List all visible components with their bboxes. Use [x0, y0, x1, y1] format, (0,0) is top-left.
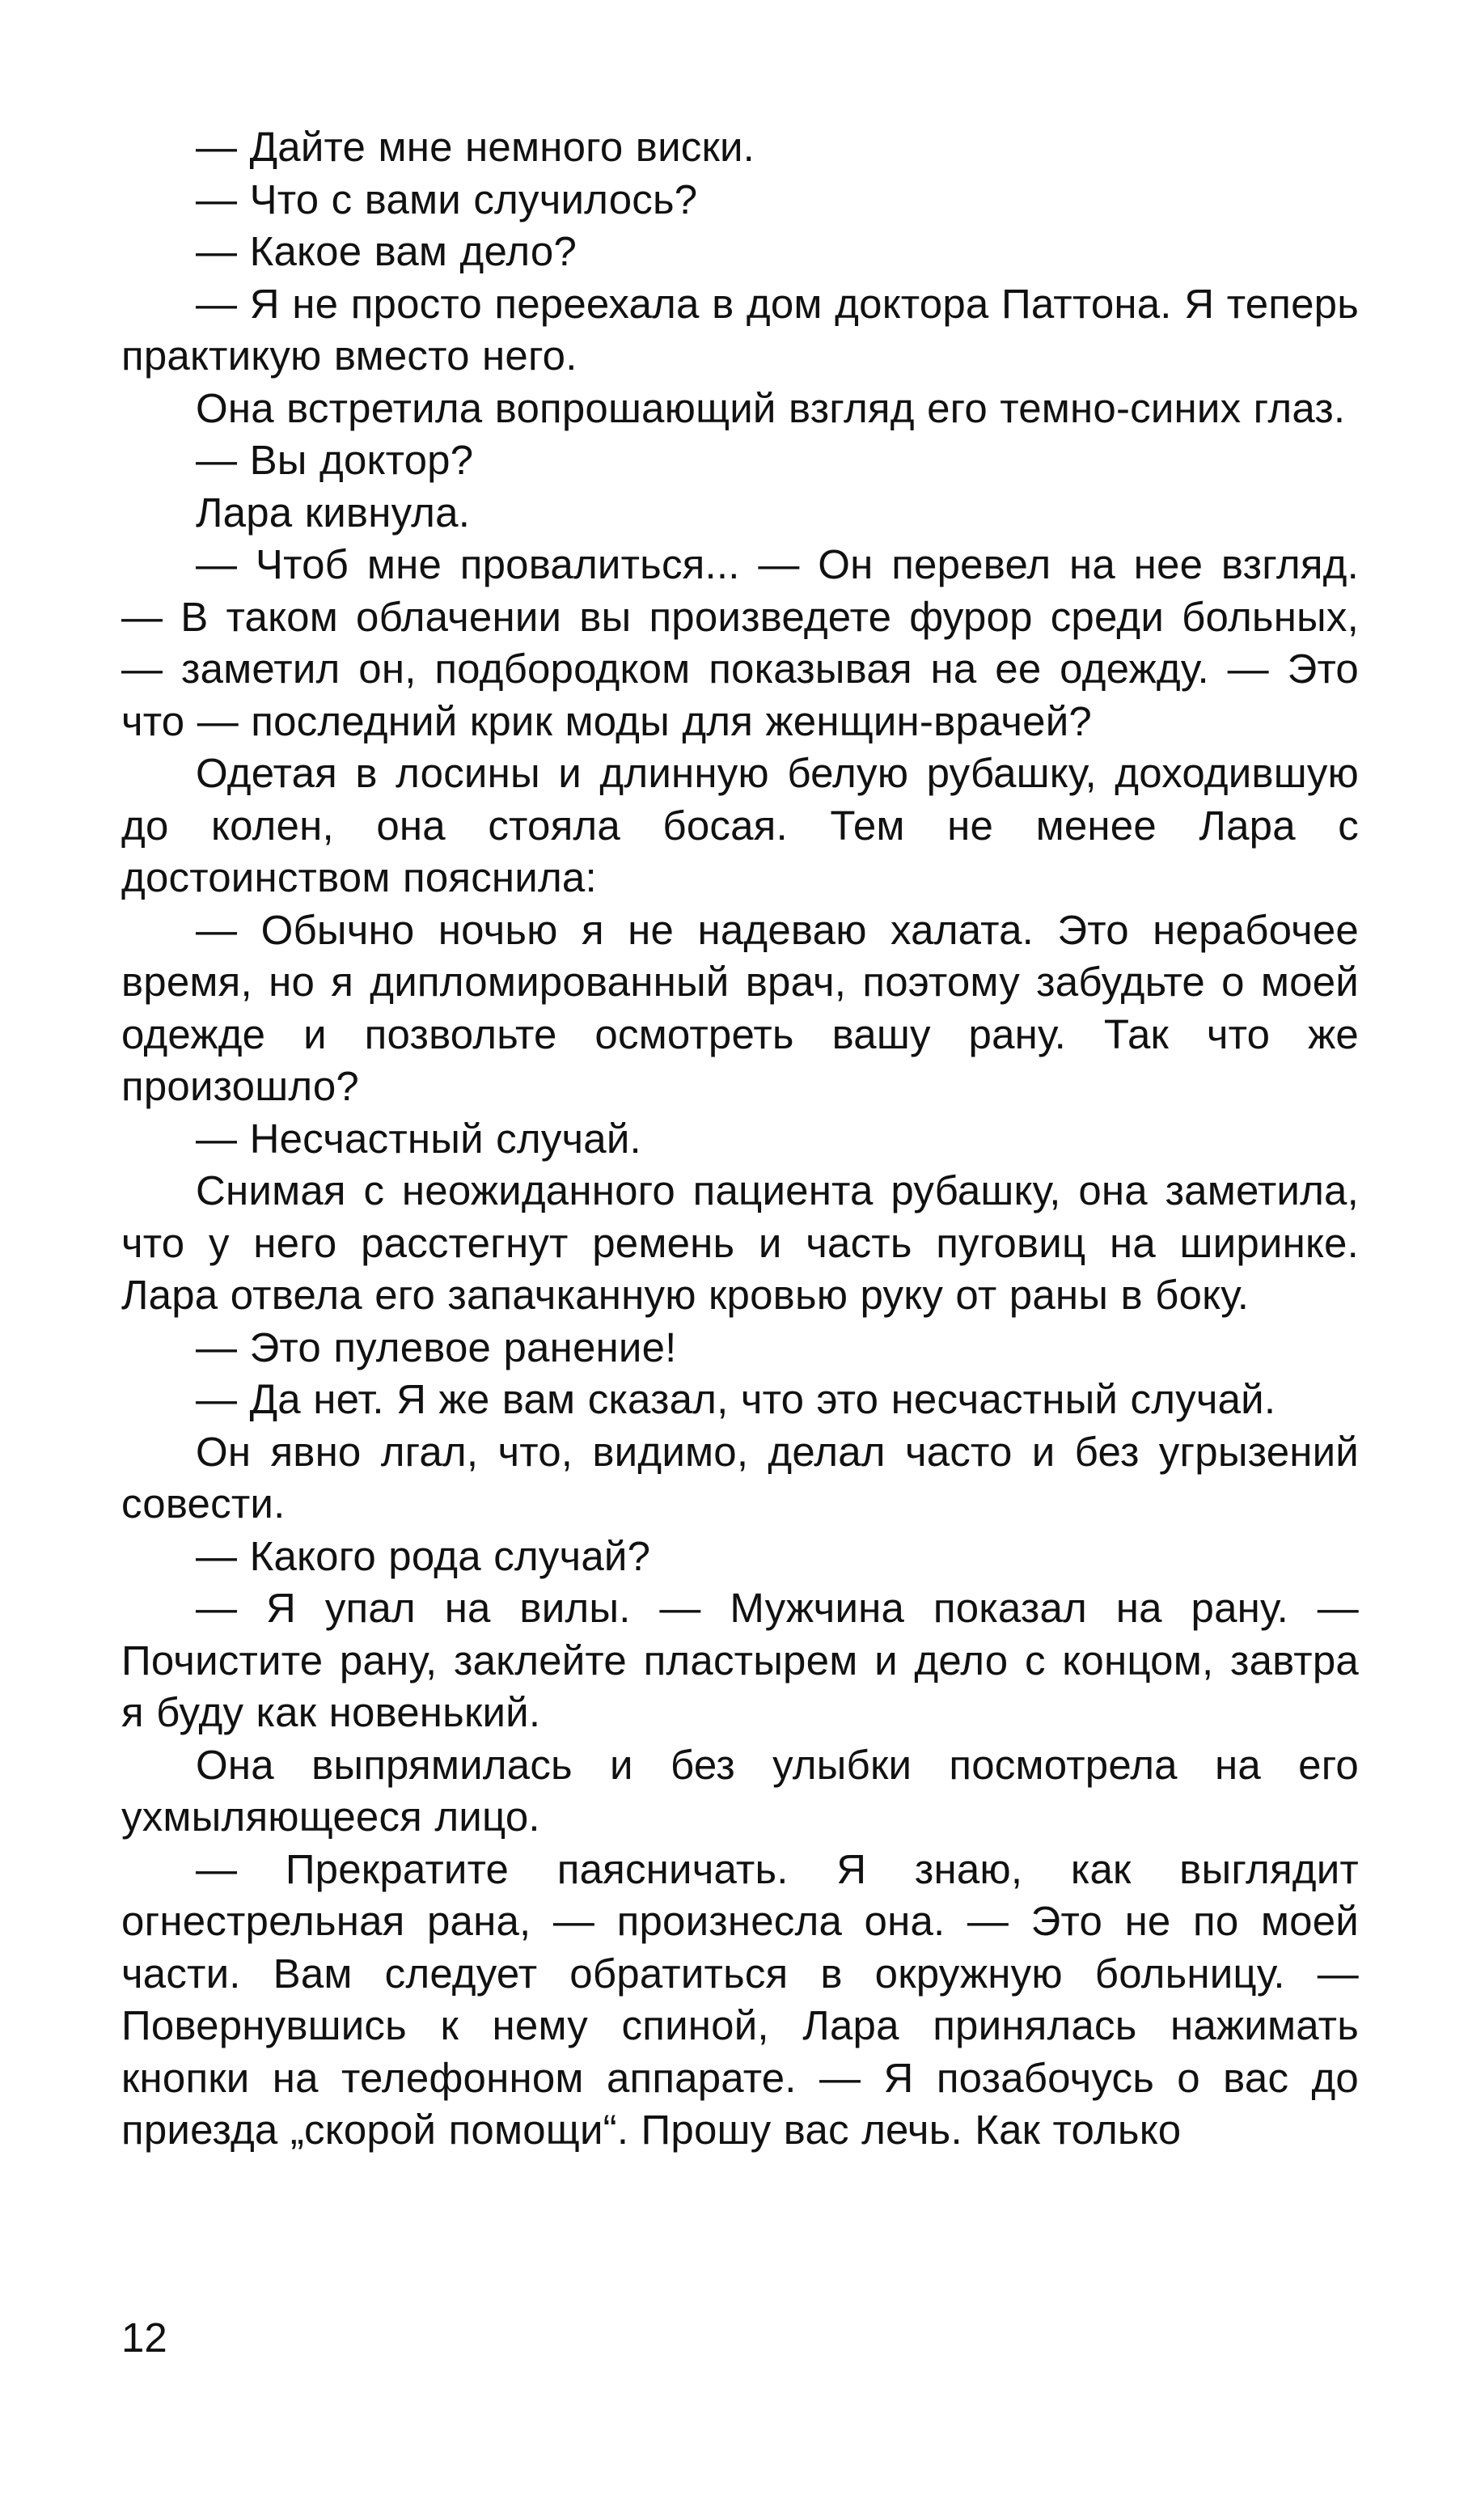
paragraph: — Дайте мне немного виски.	[196, 124, 755, 170]
paragraph: — Обычно ночью я не надеваю халата. Это нерабочее время, но я дипломированный врач, поэтому забудьте о моей одежде и позвольте осмотреть вашу рану. Так что же произошло?	[121, 906, 1359, 1109]
paragraph: Он явно лгал, что, видимо, делал часто и без угрызений совести.	[121, 1428, 1359, 1527]
page-number: 12	[121, 2315, 167, 2361]
paragraph: — Чтоб мне провалиться... — Он перевел на нее взгляд. — В таком облачении вы произведете фурор среди больных, — заметил он, подбородком показывая на ее одежду. — Это что — последний крик моды для женщин-врачей?	[121, 541, 1359, 744]
paragraph: Лара кивнула.	[196, 489, 471, 536]
body-text	[121, 121, 1359, 2157]
paragraph: — Да нет. Я же вам сказал, что это несчастный случай.	[196, 1376, 1276, 1422]
paragraph: — Несчастный случай.	[196, 1115, 641, 1162]
paragraph: — Прекратите паясничать. Я знаю, как выглядит огнестрельная рана, — произнесла она. — Это не по моей части. Вам следует обратиться в окружную больницу. — Повернувшись к нему спиной, Лара принялась нажимать кнопки на телефонном аппарате. — Я позабочусь о вас до приезда „скорой помощи“. Прошу вас лечь. Как только	[121, 1845, 1359, 2153]
paragraph: — Я упал на вилы. — Мужчина показал на рану. — Почистите рану, заклейте пластырем и дело с концом, завтра я буду как новенький.	[121, 1585, 1359, 1735]
paragraph: — Какое вам дело?	[196, 228, 577, 274]
paragraph: — Какого рода случай?	[196, 1532, 651, 1579]
paragraph: Одетая в лосины и длинную белую рубашку, доходившую до колен, она стояла босая. Тем не менее Лара с достоинством пояснила:	[121, 750, 1359, 900]
paragraph: — Что с вами случилось?	[196, 176, 698, 222]
paragraph: Она встретила вопрошающий взгляд его темно-синих глаз.	[196, 384, 1346, 431]
paragraph: — Я не просто переехала в дом доктора Паттона. Я теперь практикую вместо него.	[121, 280, 1359, 379]
paragraph: Она выпрямилась и без улыбки посмотрела на его ухмыляющееся лицо.	[121, 1741, 1359, 1840]
paragraph: — Это пулевое ранение!	[196, 1324, 677, 1370]
paragraph: — Вы доктор?	[196, 437, 474, 483]
paragraph: Снимая с неожиданного пациента рубашку, она заметила, что у него расстегнут ремень и часть пуговиц на ширинке. Лара отвела его запачканную кровью руку от раны в боку.	[121, 1167, 1359, 1318]
